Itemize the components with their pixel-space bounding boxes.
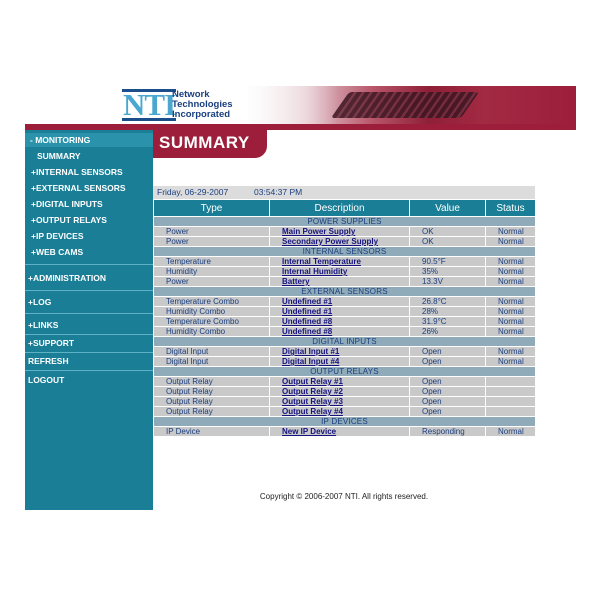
table-row — [154, 257, 536, 267]
sidebar-divider — [25, 352, 153, 353]
section-header-row — [154, 337, 536, 347]
sidebar-divider — [25, 334, 153, 335]
sidebar-item-digital-inputs[interactable]: +DIGITAL INPUTS — [31, 199, 103, 209]
cell-type: Digital Input — [154, 347, 270, 357]
cell-description — [270, 257, 410, 267]
description-link[interactable]: Digital Input #1 — [282, 347, 340, 356]
sidebar-item-support[interactable]: +SUPPORT — [28, 338, 75, 348]
company-line: Technologies — [172, 99, 233, 110]
section-header-row — [154, 217, 536, 227]
section-header-row — [154, 287, 536, 297]
cell-value: 26% — [410, 327, 486, 337]
header-banner — [120, 86, 576, 124]
cell-type: Output Relay — [154, 397, 270, 407]
cell-value: Open — [410, 347, 486, 357]
cell-description — [270, 277, 410, 287]
keyboard-banner-image — [248, 86, 576, 124]
cell-type: Humidity Combo — [154, 307, 270, 317]
cell-status: Normal — [486, 307, 536, 317]
cell-status: Normal — [486, 257, 536, 267]
cell-status — [486, 397, 536, 407]
cell-type: Temperature Combo — [154, 297, 270, 307]
description-link[interactable]: Internal Humidity — [282, 267, 348, 276]
sidebar-item-log[interactable]: +LOG — [28, 297, 52, 307]
column-header-type: Type — [154, 200, 270, 217]
sidebar-item-refresh[interactable]: REFRESH — [28, 356, 69, 366]
sidebar-item-output-relays[interactable]: +OUTPUT RELAYS — [31, 215, 107, 225]
table-row — [154, 327, 536, 337]
sidebar-item-internal-sensors[interactable]: +INTERNAL SENSORS — [31, 167, 123, 177]
description-link[interactable]: Undefined #1 — [282, 297, 333, 306]
column-header-description: Description — [270, 200, 410, 217]
cell-type: Temperature — [154, 257, 270, 267]
cell-status: Normal — [486, 357, 536, 367]
page-title: SUMMARY — [159, 133, 250, 152]
cell-value: Open — [410, 387, 486, 397]
cell-status: Normal — [486, 297, 536, 307]
cell-value: Open — [410, 407, 486, 417]
sidebar-item-web-cams[interactable]: +WEB CAMS — [31, 247, 84, 257]
cell-status: Normal — [486, 427, 536, 437]
description-link[interactable]: Undefined #8 — [282, 317, 333, 326]
table-row — [154, 267, 536, 277]
description-link[interactable]: Battery — [282, 277, 310, 286]
cell-description — [270, 427, 410, 437]
table-row — [154, 377, 536, 387]
description-link[interactable]: Undefined #1 — [282, 307, 333, 316]
cell-status: Normal — [486, 277, 536, 287]
table-row — [154, 407, 536, 417]
cell-description — [270, 237, 410, 247]
datetime-bar — [153, 186, 535, 199]
cell-description — [270, 297, 410, 307]
description-link[interactable]: Internal Temperature — [282, 257, 361, 266]
table-row — [154, 297, 536, 307]
table-header-row — [154, 200, 536, 217]
current-time: 03:54:37 PM — [254, 187, 303, 197]
cell-status: Normal — [486, 267, 536, 277]
cell-type: Power — [154, 237, 270, 247]
cell-type: Humidity Combo — [154, 327, 270, 337]
cell-type: Temperature Combo — [154, 317, 270, 327]
cell-value: OK — [410, 227, 486, 237]
sidebar-item-ip-devices[interactable]: +IP DEVICES — [31, 231, 84, 241]
cell-description — [270, 397, 410, 407]
page-title-tab — [153, 130, 267, 158]
table-row — [154, 397, 536, 407]
table-row — [154, 427, 536, 437]
section-header-row — [154, 367, 536, 377]
company-line: Network — [172, 89, 210, 100]
summary-table — [153, 199, 536, 437]
sidebar-divider — [25, 370, 153, 371]
nti-logo[interactable] — [120, 86, 248, 124]
cell-description — [270, 327, 410, 337]
company-line: Incorporated — [172, 109, 231, 120]
table-row — [154, 347, 536, 357]
cell-value: 26.8°C — [410, 297, 486, 307]
cell-description — [270, 307, 410, 317]
sidebar-item-links[interactable]: +LINKS — [28, 320, 59, 330]
cell-description — [270, 347, 410, 357]
cell-type: Output Relay — [154, 407, 270, 417]
cell-description — [270, 407, 410, 417]
section-title: OUTPUT RELAYS — [154, 367, 536, 377]
cell-type: Humidity — [154, 267, 270, 277]
description-link[interactable]: Output Relay #2 — [282, 387, 343, 396]
cell-value: 13.3V — [410, 277, 486, 287]
cell-type: IP Device — [154, 427, 270, 437]
cell-value: Open — [410, 377, 486, 387]
logo-mark: NTI — [123, 87, 176, 122]
cell-status: Normal — [486, 227, 536, 237]
company-name — [172, 90, 233, 120]
description-link[interactable]: Output Relay #4 — [282, 407, 343, 416]
cell-description — [270, 227, 410, 237]
sidebar-item-monitoring[interactable]: - MONITORING — [25, 133, 153, 147]
sidebar-divider — [25, 264, 153, 265]
description-link[interactable]: Output Relay #1 — [282, 377, 343, 386]
column-header-status: Status — [486, 200, 536, 217]
cell-value: Open — [410, 397, 486, 407]
table-row — [154, 387, 536, 397]
cell-description — [270, 387, 410, 397]
cell-type: Output Relay — [154, 387, 270, 397]
sidebar-nav — [25, 130, 153, 510]
cell-status: Normal — [486, 237, 536, 247]
sidebar-item-summary[interactable]: SUMMARY — [37, 151, 81, 161]
section-header-row — [154, 417, 536, 427]
cell-description — [270, 267, 410, 277]
cell-status: Normal — [486, 327, 536, 337]
description-link[interactable]: Main Power Supply — [282, 227, 356, 236]
cell-status: Normal — [486, 317, 536, 327]
cell-status — [486, 407, 536, 417]
description-link[interactable]: Undefined #8 — [282, 327, 333, 336]
sidebar-divider — [25, 313, 153, 314]
section-title: INTERNAL SENSORS — [154, 247, 536, 257]
cell-value: OK — [410, 237, 486, 247]
cell-status — [486, 377, 536, 387]
cell-type: Power — [154, 277, 270, 287]
section-title: POWER SUPPLIES — [154, 217, 536, 227]
sidebar-item-logout[interactable]: LOGOUT — [28, 375, 65, 385]
sidebar-item-external-sensors[interactable]: +EXTERNAL SENSORS — [31, 183, 126, 193]
cell-description — [270, 357, 410, 367]
cell-value: 90.5°F — [410, 257, 486, 267]
sidebar-item-administration[interactable]: +ADMINISTRATION — [28, 273, 106, 283]
cell-value: Open — [410, 357, 486, 367]
table-body — [154, 217, 536, 437]
cell-status: Normal — [486, 347, 536, 357]
cell-value: 35% — [410, 267, 486, 277]
description-link[interactable]: Digital Input #4 — [282, 357, 340, 366]
table-row — [154, 357, 536, 367]
section-header-row — [154, 247, 536, 257]
cell-value: Responding — [410, 427, 486, 437]
copyright-notice: Copyright © 2006-2007 NTI. All rights reserved. — [259, 492, 429, 501]
cell-description — [270, 317, 410, 327]
section-title: EXTERNAL SENSORS — [154, 287, 536, 297]
section-title: IP DEVICES — [154, 417, 536, 427]
table-row — [154, 317, 536, 327]
cell-type: Output Relay — [154, 377, 270, 387]
table-row — [154, 227, 536, 237]
sidebar-divider — [25, 290, 153, 291]
cell-type: Power — [154, 227, 270, 237]
cell-value: 28% — [410, 307, 486, 317]
cell-description — [270, 377, 410, 387]
cell-value: 31.9°C — [410, 317, 486, 327]
column-header-value: Value — [410, 200, 486, 217]
current-date: Friday, 06-29-2007 — [157, 187, 229, 197]
cell-status — [486, 387, 536, 397]
description-link[interactable]: Secondary Power Supply — [282, 237, 379, 246]
description-link[interactable]: New IP Device — [282, 427, 337, 436]
table-row — [154, 237, 536, 247]
cell-type: Digital Input — [154, 357, 270, 367]
table-row — [154, 277, 536, 287]
description-link[interactable]: Output Relay #3 — [282, 397, 343, 406]
section-title: DIGITAL INPUTS — [154, 337, 536, 347]
table-row — [154, 307, 536, 317]
